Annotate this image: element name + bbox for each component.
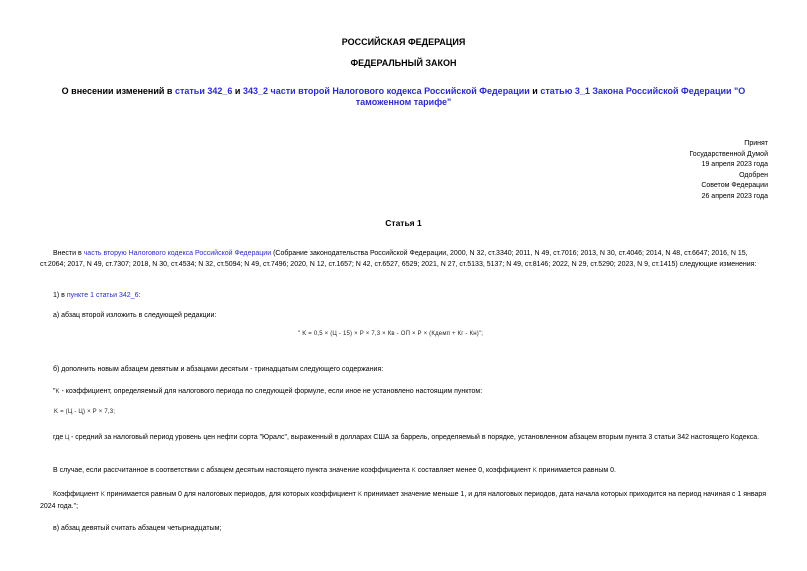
law-title [40,86,767,108]
coefficient-symbol: K [357,492,362,498]
law-type-heading: ФЕДЕРАЛЬНЫЙ ЗАКОН [350,58,457,68]
case-text: В случае, если рассчитанное в соответствии с абзацем десятым настоящего пункта значение коэффициента [53,467,412,474]
formula-kdemp: " K = 0,5 × (Ц - 15) × Р × 7,3 × Кв - ОП × Р × (Кдемп + Кг - Кн)"; [298,331,484,337]
title-text: О внесении изменений в [61,86,175,96]
adoption-line: Одобрен [739,171,768,179]
coefficient-paragraph [40,489,768,512]
adoption-line: Принят [744,140,768,147]
title-text: и [529,86,541,96]
price-symbol: Ц [63,435,71,441]
case-text: составляет менее 0, коэффициент [415,467,533,474]
article-heading: Статья 1 [385,218,422,228]
coefficient-symbol: K [100,492,105,498]
coefficient-symbol: K [411,468,416,474]
adoption-block [689,139,768,203]
item-a: а) абзац второй изложить в следующей редакции: [53,312,217,319]
coefficient-symbol: K [532,468,537,474]
title-link-342-6[interactable]: статьи 342_6 [174,86,233,96]
title-link-343-2[interactable]: 343_2 части второй Налогового кодекса Российской Федерации [242,86,530,96]
item-1 [40,290,768,301]
where-text: - средний за налоговый период уровень цен нефти сорта "Юралс", выраженный в долларах США за баррель, определяемый в порядке, установленном абзацем вторым пункта 3 статьи 342 настоящего Кодекса. [71,434,760,441]
quote-paragraph [40,386,768,398]
adoption-line: 19 апреля 2023 года [701,161,768,169]
country-heading: РОССИЙСКАЯ ФЕДЕРАЦИЯ [341,37,466,47]
quote-text: - коэффициент, определяемый для налогового периода по следующей формуле, если иное не установлено настоящим пунктом: [59,388,483,395]
where-word: где [53,434,64,441]
formula-kurals: K = (Ц - Ц) × Р × 7,3; [54,409,116,415]
adoption-line: Советом Федерации [701,182,768,190]
case-text: принимается равным 0. [536,467,616,474]
coef-text: принимается равным 0 для налоговых периодов, для которых коэффициент [104,491,358,498]
coef-text: принимает значение меньше 1, и для налоговых периодов, дата начала которых приходится на период начиная с 1 января 2024 года."; [40,491,767,510]
coef-text: Коэффициент [53,491,101,498]
where-paragraph [40,432,768,444]
intro-link-tax-code[interactable]: часть вторую Налогового кодекса Российской Федерации [83,250,272,257]
item-v: в) абзац девятый считать абзацем четырнадцатым; [53,525,222,532]
item-b: б) дополнить новым абзацем девятым и абзацами десятым - тринадцатым следующего содержания: [53,366,384,373]
item-1-link[interactable]: пункте 1 статьи 342_6 [66,292,139,299]
title-text: и [232,86,243,96]
intro-text: (Собрание законодательства Российской Федерации, 2000, N 32, ст.3340; 2011, N 49, ст.7016; 2013, N 30, ст.4046; 2014, N 48, ст.6647; 2016, N 15, ст.2064; 2017, N 49, ст.7307; 2018, N 30, ст.4534; N 32, ст.5094; N 49, ст.7496; 2020, N 12, ст.1657; N 42, ст.6527, 6529; 2021, N 27, ст.5133, 5137; N 49, ст.8146; 2022, N 29, ст.5290; 2023, N 9, ст.1415) следующие изменения: [40,250,757,268]
intro-paragraph [40,248,768,270]
item-text: 1) в [53,292,67,299]
intro-text: Внести в [53,250,84,257]
case-paragraph [40,465,768,477]
quote-open: " [53,388,56,395]
coefficient-symbol: K [55,389,60,395]
adoption-line: Государственной Думой [689,150,768,158]
title-link-3-1[interactable]: статью 3_1 Закона Российской Федерации "О таможенном тарифе" [355,86,746,107]
item-text: : [138,292,141,299]
adoption-line: 26 апреля 2023 года [701,192,768,200]
